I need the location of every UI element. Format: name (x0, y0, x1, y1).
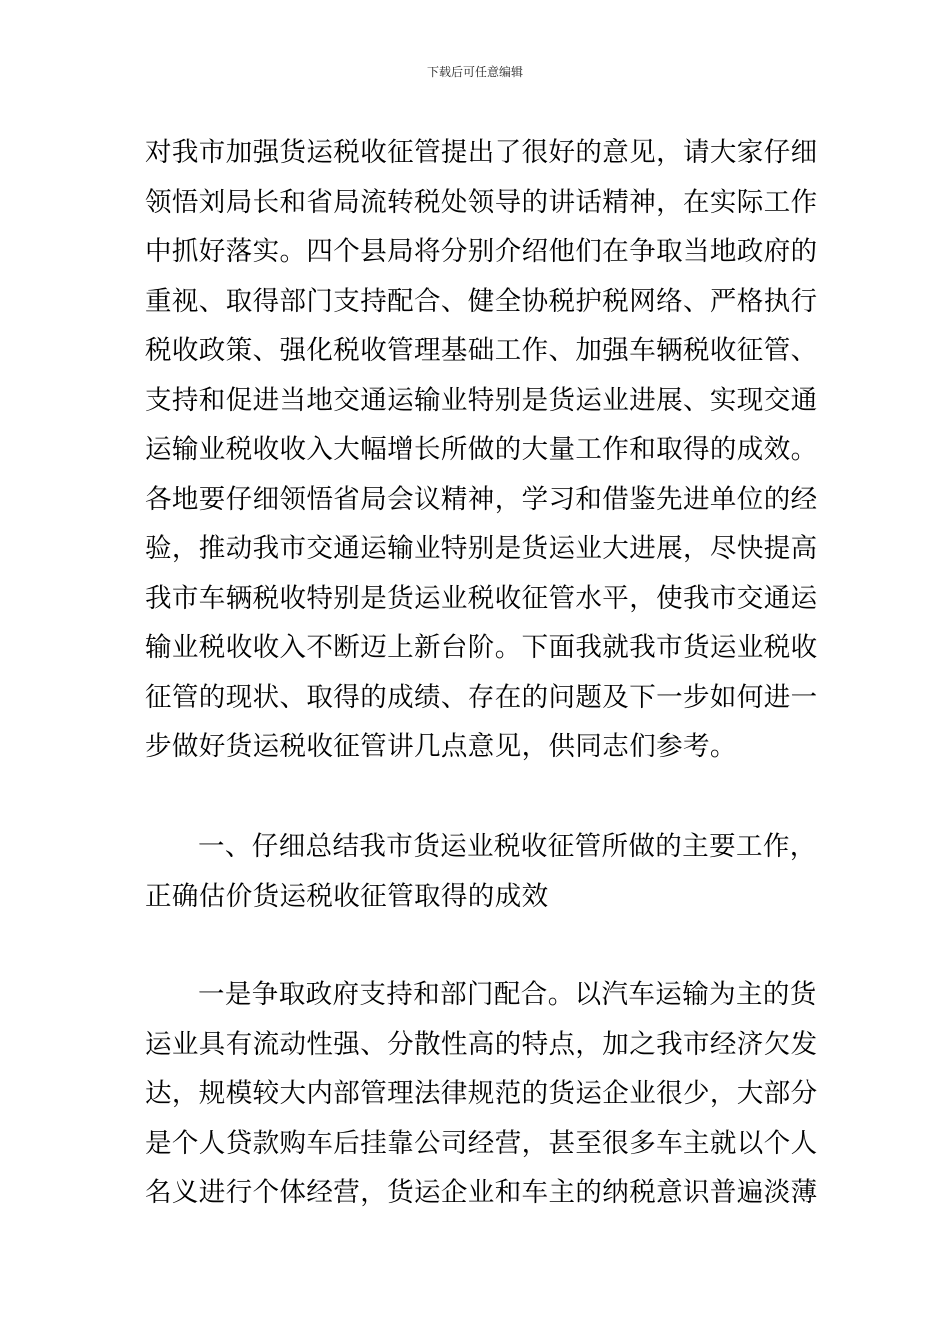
text-line: 领悟刘局长和省局流转税处领导的讲话精神，在实际工作 (145, 186, 818, 218)
text-line: 我市车辆税收特别是货运业税收征管水平，使我市交通运 (145, 582, 818, 614)
text-line: 输业税收收入不断迈上新台阶。下面我就我市货运业税收 (145, 632, 818, 663)
section-heading (145, 822, 815, 921)
text-line: 步做好货运税收征管讲几点意见，供同志们参考。 (145, 731, 737, 762)
page-header: 下载后可任意编辑 (426, 65, 523, 79)
text-line: 是个人贷款购车后挂靠公司经营，甚至很多车主就以个人 (145, 1127, 818, 1159)
text-line: 支持和促进当地交通运输业特别是货运业进展、实现交通 (145, 384, 818, 416)
paragraph-intro (145, 128, 818, 772)
text-line: 名义进行个体经营，货运企业和车主的纳税意识普遍淡薄 (145, 1177, 818, 1208)
text-line: 运输业税收收入大幅增长所做的大量工作和取得的成效。 (145, 434, 818, 465)
text-line: 各地要仔细领悟省局会议精神，学习和借鉴先进单位的经 (145, 483, 818, 515)
text-line: 对我市加强货运税收征管提出了很好的意见，请大家仔细 (145, 137, 818, 168)
text-line: 重视、取得部门支持配合、健全协税护税网络、严格执行 (145, 285, 818, 317)
text-line: 验，推动我市交通运输业特别是货运业大进展，尽快提高 (145, 533, 818, 564)
text-line: 中抓好落实。四个县局将分别介绍他们在争取当地政府的 (145, 236, 818, 267)
text-line: 一是争取政府支持和部门配合。以汽车运输为主的货 (198, 979, 817, 1010)
heading-line: 正确估价货运税收征管取得的成效 (145, 880, 549, 912)
text-line: 运业具有流动性强、分散性高的特点，加之我市经济欠发 (145, 1028, 818, 1060)
text-line: 征管的现状、取得的成绩、存在的问题及下一步如何进一 (145, 681, 818, 713)
heading-line: 一、仔细总结我市货运业税收征管所做的主要工作， (198, 831, 817, 862)
text-line: 达，规模较大内部管理法律规范的货运企业很少，大部分 (145, 1078, 818, 1109)
paragraph-first-point (145, 970, 818, 1218)
text-line: 税收政策、强化税收管理基础工作、加强车辆税收征管、 (145, 335, 818, 366)
